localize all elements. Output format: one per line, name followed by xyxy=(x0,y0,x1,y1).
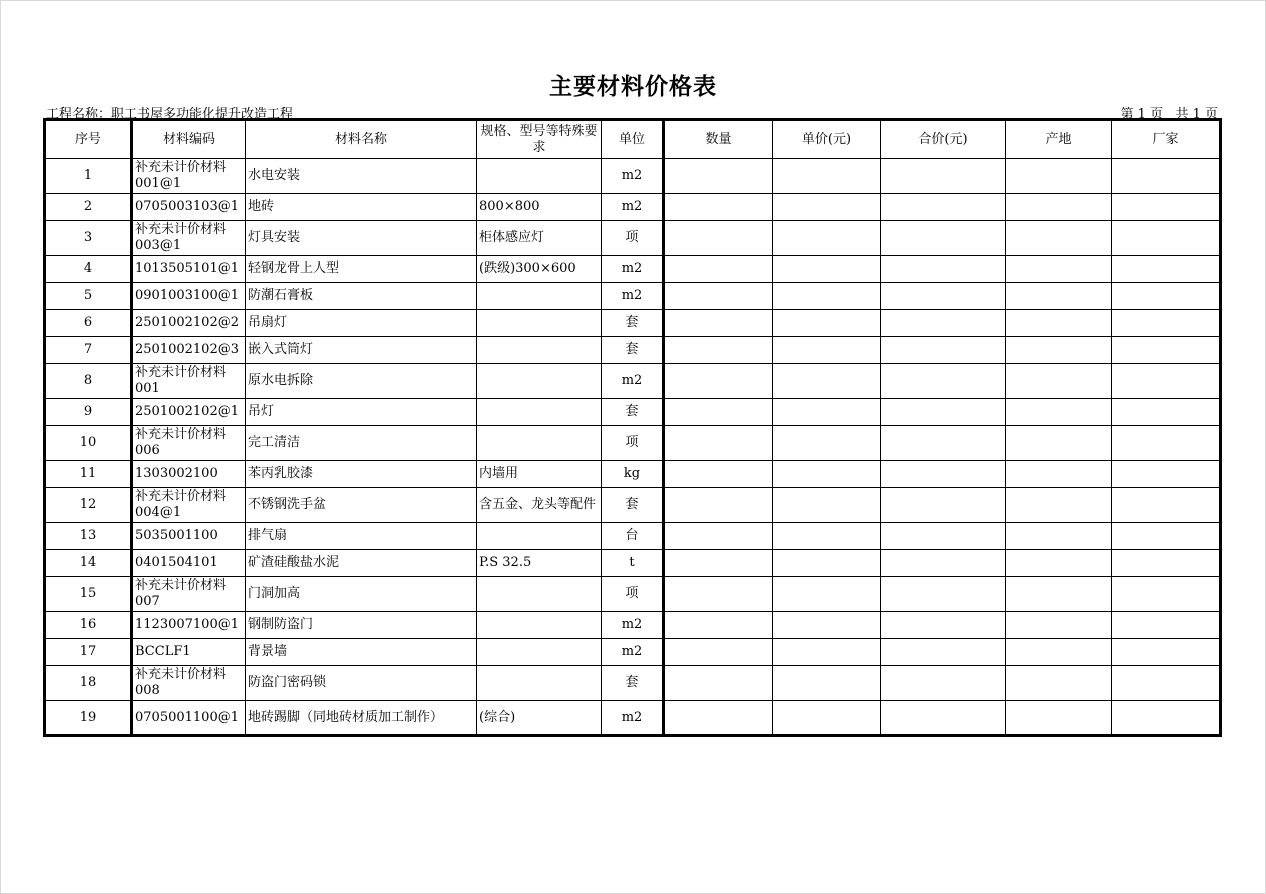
cell-unit-price xyxy=(773,550,881,577)
table-row xyxy=(45,461,1221,488)
cell-total-price xyxy=(881,337,1006,364)
cell-quantity xyxy=(664,488,773,523)
cell-quantity xyxy=(664,194,773,221)
cell-material-code: 1123007100@1 xyxy=(132,612,246,639)
cell-material-code: 补充未计价材料007 xyxy=(132,577,246,612)
cell-spec xyxy=(477,159,602,194)
cell-material-name: 钢制防盗门 xyxy=(246,612,477,639)
cell-spec: 柜体感应灯 xyxy=(477,221,602,256)
cell-unit-price xyxy=(773,612,881,639)
cell-unit: 套 xyxy=(602,666,664,701)
table-row xyxy=(45,701,1221,736)
cell-unit-price xyxy=(773,256,881,283)
table-row xyxy=(45,426,1221,461)
cell-origin xyxy=(1006,550,1112,577)
cell-material-name: 矿渣硅酸盐水泥 xyxy=(246,550,477,577)
cell-unit-price xyxy=(773,159,881,194)
cell-seq: 9 xyxy=(45,399,132,426)
cell-manufacturer xyxy=(1112,612,1221,639)
page-number-info: 第 1 页 共 1 页 xyxy=(1120,107,1218,122)
cell-quantity xyxy=(664,426,773,461)
cell-origin xyxy=(1006,159,1112,194)
cell-spec xyxy=(477,283,602,310)
cell-unit: m2 xyxy=(602,194,664,221)
cell-spec xyxy=(477,337,602,364)
cell-material-name: 完工清洁 xyxy=(246,426,477,461)
cell-material-name: 苯丙乳胶漆 xyxy=(246,461,477,488)
cell-material-code: 5035001100 xyxy=(132,523,246,550)
cell-quantity xyxy=(664,283,773,310)
cell-material-code: 0705003103@1 xyxy=(132,194,246,221)
header-quantity: 数量 xyxy=(664,120,773,159)
cell-unit: kg xyxy=(602,461,664,488)
cell-spec xyxy=(477,364,602,399)
cell-seq: 6 xyxy=(45,310,132,337)
cell-spec xyxy=(477,639,602,666)
table-row xyxy=(45,159,1221,194)
cell-unit: 套 xyxy=(602,310,664,337)
cell-material-name: 排气扇 xyxy=(246,523,477,550)
cell-total-price xyxy=(881,364,1006,399)
header-unit-price: 单价(元) xyxy=(773,120,881,159)
cell-origin xyxy=(1006,426,1112,461)
cell-material-code: 2501002102@2 xyxy=(132,310,246,337)
cell-origin xyxy=(1006,283,1112,310)
cell-spec: 含五金、龙头等配件 xyxy=(477,488,602,523)
cell-material-name: 吊扇灯 xyxy=(246,310,477,337)
cell-manufacturer xyxy=(1112,256,1221,283)
cell-manufacturer xyxy=(1112,461,1221,488)
cell-spec xyxy=(477,577,602,612)
cell-manufacturer xyxy=(1112,426,1221,461)
cell-seq: 8 xyxy=(45,364,132,399)
cell-origin xyxy=(1006,488,1112,523)
cell-seq: 11 xyxy=(45,461,132,488)
cell-unit: m2 xyxy=(602,612,664,639)
cell-quantity xyxy=(664,159,773,194)
table-header-row xyxy=(45,120,1221,159)
table-row xyxy=(45,221,1221,256)
cell-material-code: 2501002102@3 xyxy=(132,337,246,364)
cell-unit-price xyxy=(773,666,881,701)
cell-seq: 16 xyxy=(45,612,132,639)
cell-unit-price xyxy=(773,194,881,221)
cell-quantity xyxy=(664,399,773,426)
cell-origin xyxy=(1006,461,1112,488)
cell-unit-price xyxy=(773,310,881,337)
cell-spec: P.S 32.5 xyxy=(477,550,602,577)
cell-manufacturer xyxy=(1112,337,1221,364)
cell-manufacturer xyxy=(1112,523,1221,550)
header-seq: 序号 xyxy=(45,120,132,159)
table-row xyxy=(45,612,1221,639)
header-unit: 单位 xyxy=(602,120,664,159)
cell-unit: 项 xyxy=(602,221,664,256)
cell-total-price xyxy=(881,221,1006,256)
header-origin: 产地 xyxy=(1006,120,1112,159)
cell-material-name: 门洞加高 xyxy=(246,577,477,612)
cell-manufacturer xyxy=(1112,550,1221,577)
cell-unit-price xyxy=(773,577,881,612)
cell-unit-price xyxy=(773,221,881,256)
table-row xyxy=(45,666,1221,701)
cell-unit: m2 xyxy=(602,701,664,736)
cell-material-code: 0901003100@1 xyxy=(132,283,246,310)
cell-quantity xyxy=(664,337,773,364)
table-row xyxy=(45,639,1221,666)
cell-total-price xyxy=(881,523,1006,550)
cell-origin xyxy=(1006,666,1112,701)
cell-origin xyxy=(1006,523,1112,550)
document-title: 主要材料价格表 xyxy=(549,73,717,100)
cell-total-price xyxy=(881,550,1006,577)
cell-seq: 2 xyxy=(45,194,132,221)
header-manufacturer: 厂家 xyxy=(1112,120,1221,159)
cell-spec xyxy=(477,612,602,639)
cell-unit: m2 xyxy=(602,364,664,399)
cell-material-code: 补充未计价材料006 xyxy=(132,426,246,461)
cell-manufacturer xyxy=(1112,194,1221,221)
cell-spec xyxy=(477,310,602,337)
cell-unit: 项 xyxy=(602,577,664,612)
table-row xyxy=(45,550,1221,577)
cell-origin xyxy=(1006,194,1112,221)
cell-material-code: 补充未计价材料004@1 xyxy=(132,488,246,523)
project-name: 工程名称：职工书屋多功能化提升改造工程 xyxy=(46,107,294,122)
table-row xyxy=(45,577,1221,612)
cell-quantity xyxy=(664,221,773,256)
cell-seq: 4 xyxy=(45,256,132,283)
cell-seq: 18 xyxy=(45,666,132,701)
cell-unit-price xyxy=(773,488,881,523)
cell-seq: 7 xyxy=(45,337,132,364)
cell-unit: 项 xyxy=(602,426,664,461)
cell-origin xyxy=(1006,337,1112,364)
cell-total-price xyxy=(881,283,1006,310)
cell-seq: 5 xyxy=(45,283,132,310)
cell-quantity xyxy=(664,364,773,399)
cell-unit: m2 xyxy=(602,639,664,666)
cell-material-code: 1013505101@1 xyxy=(132,256,246,283)
cell-manufacturer xyxy=(1112,221,1221,256)
table-row xyxy=(45,194,1221,221)
cell-material-name: 防潮石膏板 xyxy=(246,283,477,310)
cell-spec xyxy=(477,399,602,426)
cell-origin xyxy=(1006,221,1112,256)
cell-manufacturer xyxy=(1112,639,1221,666)
table-row xyxy=(45,488,1221,523)
cell-total-price xyxy=(881,159,1006,194)
cell-manufacturer xyxy=(1112,364,1221,399)
cell-unit-price xyxy=(773,399,881,426)
cell-seq: 13 xyxy=(45,523,132,550)
cell-spec: (跌级)300×600 xyxy=(477,256,602,283)
cell-origin xyxy=(1006,639,1112,666)
cell-seq: 19 xyxy=(45,701,132,736)
table-row xyxy=(45,337,1221,364)
cell-quantity xyxy=(664,639,773,666)
cell-total-price xyxy=(881,701,1006,736)
cell-total-price xyxy=(881,639,1006,666)
cell-seq: 12 xyxy=(45,488,132,523)
cell-quantity xyxy=(664,256,773,283)
cell-quantity xyxy=(664,701,773,736)
cell-material-name: 灯具安装 xyxy=(246,221,477,256)
cell-manufacturer xyxy=(1112,701,1221,736)
cell-material-code: 补充未计价材料001@1 xyxy=(132,159,246,194)
cell-quantity xyxy=(664,612,773,639)
cell-total-price xyxy=(881,426,1006,461)
table-row xyxy=(45,283,1221,310)
cell-total-price xyxy=(881,399,1006,426)
cell-material-name: 防盗门密码锁 xyxy=(246,666,477,701)
cell-origin xyxy=(1006,364,1112,399)
cell-unit: 台 xyxy=(602,523,664,550)
cell-total-price xyxy=(881,194,1006,221)
cell-manufacturer xyxy=(1112,666,1221,701)
cell-material-code: 1303002100 xyxy=(132,461,246,488)
cell-spec xyxy=(477,666,602,701)
cell-total-price xyxy=(881,577,1006,612)
cell-seq: 3 xyxy=(45,221,132,256)
table-body xyxy=(45,159,1221,736)
cell-unit-price xyxy=(773,701,881,736)
table-row xyxy=(45,523,1221,550)
cell-total-price xyxy=(881,488,1006,523)
cell-unit: m2 xyxy=(602,283,664,310)
cell-origin xyxy=(1006,577,1112,612)
cell-quantity xyxy=(664,577,773,612)
cell-manufacturer xyxy=(1112,399,1221,426)
cell-manufacturer xyxy=(1112,283,1221,310)
cell-material-name: 原水电拆除 xyxy=(246,364,477,399)
cell-unit: t xyxy=(602,550,664,577)
cell-material-name: 水电安装 xyxy=(246,159,477,194)
cell-material-code: 0401504101 xyxy=(132,550,246,577)
table-row xyxy=(45,364,1221,399)
cell-material-name: 不锈钢洗手盆 xyxy=(246,488,477,523)
cell-material-code: 补充未计价材料008 xyxy=(132,666,246,701)
cell-material-name: 轻钢龙骨上人型 xyxy=(246,256,477,283)
cell-unit: 套 xyxy=(602,337,664,364)
cell-seq: 17 xyxy=(45,639,132,666)
cell-manufacturer xyxy=(1112,310,1221,337)
cell-quantity xyxy=(664,666,773,701)
table-row xyxy=(45,399,1221,426)
cell-manufacturer xyxy=(1112,577,1221,612)
cell-unit-price xyxy=(773,426,881,461)
table-row xyxy=(45,310,1221,337)
cell-quantity xyxy=(664,461,773,488)
cell-material-name: 嵌入式筒灯 xyxy=(246,337,477,364)
cell-unit-price xyxy=(773,337,881,364)
cell-spec xyxy=(477,426,602,461)
cell-origin xyxy=(1006,612,1112,639)
cell-manufacturer xyxy=(1112,488,1221,523)
cell-material-name: 地砖踢脚（同地砖材质加工制作） xyxy=(246,701,477,736)
materials-price-table xyxy=(43,118,1222,737)
cell-unit: 套 xyxy=(602,399,664,426)
header-name: 材料名称 xyxy=(246,120,477,159)
cell-seq: 14 xyxy=(45,550,132,577)
cell-origin xyxy=(1006,701,1112,736)
cell-total-price xyxy=(881,256,1006,283)
cell-total-price xyxy=(881,310,1006,337)
cell-quantity xyxy=(664,550,773,577)
cell-spec: 800×800 xyxy=(477,194,602,221)
cell-material-code: BCCLF1 xyxy=(132,639,246,666)
cell-material-name: 背景墙 xyxy=(246,639,477,666)
header-spec: 规格、型号等特殊要求 xyxy=(477,120,602,159)
cell-spec xyxy=(477,523,602,550)
cell-unit: m2 xyxy=(602,159,664,194)
cell-quantity xyxy=(664,523,773,550)
cell-material-code: 补充未计价材料003@1 xyxy=(132,221,246,256)
cell-total-price xyxy=(881,666,1006,701)
table-row xyxy=(45,256,1221,283)
cell-unit-price xyxy=(773,364,881,399)
cell-spec: (综合) xyxy=(477,701,602,736)
cell-origin xyxy=(1006,310,1112,337)
cell-unit: m2 xyxy=(602,256,664,283)
cell-unit: 套 xyxy=(602,488,664,523)
cell-unit-price xyxy=(773,461,881,488)
cell-total-price xyxy=(881,612,1006,639)
header-total-price: 合价(元) xyxy=(881,120,1006,159)
header-code: 材料编码 xyxy=(132,120,246,159)
cell-seq: 15 xyxy=(45,577,132,612)
cell-origin xyxy=(1006,256,1112,283)
cell-seq: 1 xyxy=(45,159,132,194)
cell-spec: 内墙用 xyxy=(477,461,602,488)
cell-material-code: 2501002102@1 xyxy=(132,399,246,426)
cell-unit-price xyxy=(773,283,881,310)
cell-total-price xyxy=(881,461,1006,488)
cell-unit-price xyxy=(773,523,881,550)
cell-material-code: 0705001100@1 xyxy=(132,701,246,736)
cell-unit-price xyxy=(773,639,881,666)
cell-material-name: 吊灯 xyxy=(246,399,477,426)
cell-seq: 10 xyxy=(45,426,132,461)
cell-quantity xyxy=(664,310,773,337)
cell-material-code: 补充未计价材料001 xyxy=(132,364,246,399)
cell-origin xyxy=(1006,399,1112,426)
cell-manufacturer xyxy=(1112,159,1221,194)
cell-material-name: 地砖 xyxy=(246,194,477,221)
